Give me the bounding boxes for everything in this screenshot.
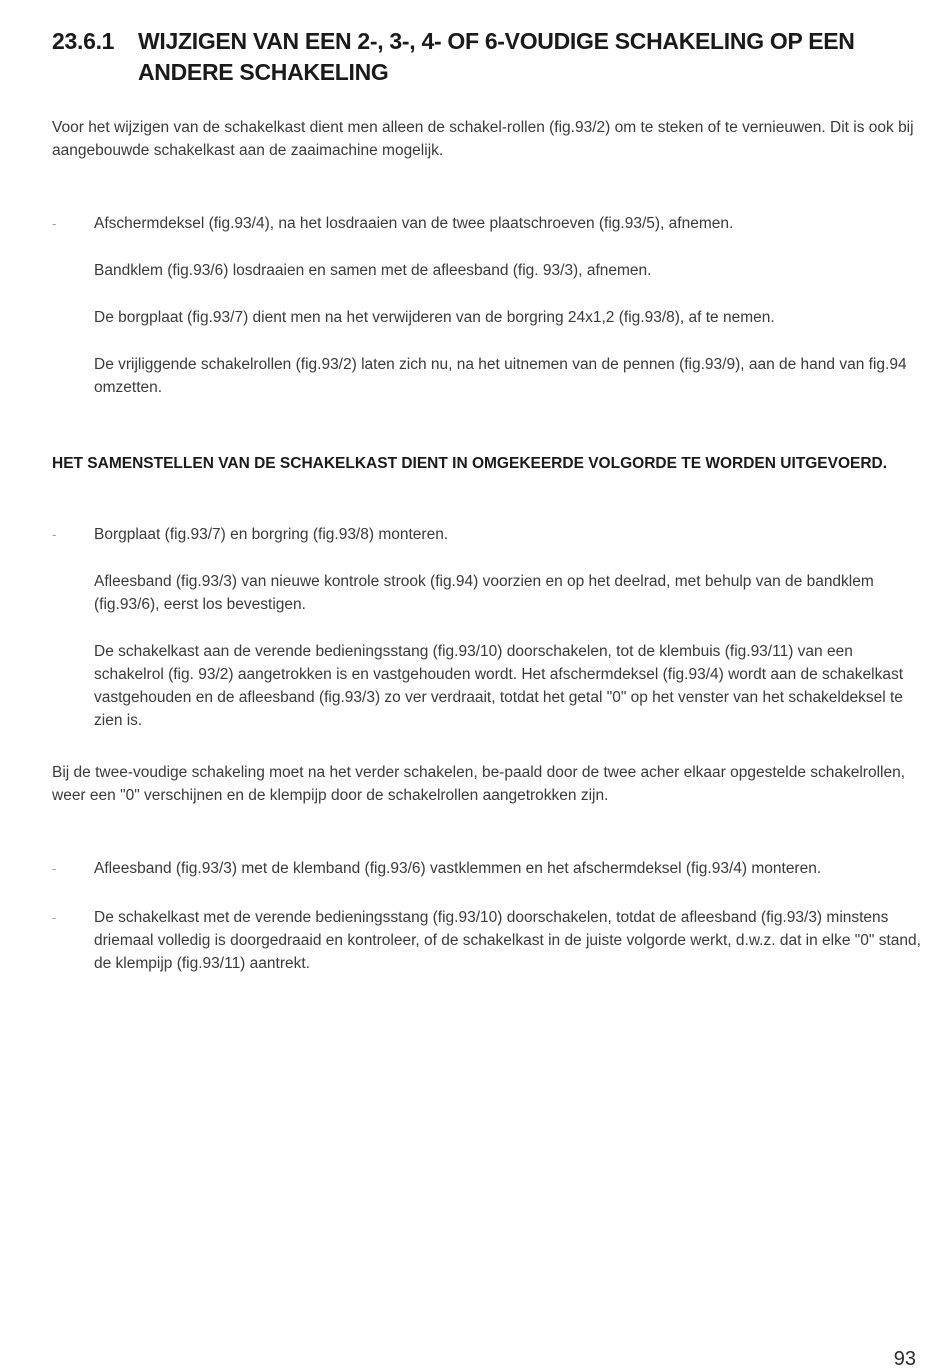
- section-title-line-2: ANDERE SCHAKELING: [138, 59, 389, 85]
- assembly-steps: [52, 523, 922, 756]
- section-heading: [52, 26, 932, 88]
- step-dash: -: [52, 527, 57, 542]
- step-text: De schakelkast met de verende bedieningsstang (fig.93/10) doorschakelen, totdat de afleesband (fig.93/3) minstens driemaal volledig is doorgedraaid en kontroleer, of de schakelkast in de juiste volgorde werkt, d.w.z. dat in elke "0" stand, de klempijp (fig.93/11) aantrekt.: [94, 909, 921, 972]
- step-dash: -: [52, 861, 57, 876]
- step-text: De borgplaat (fig.93/7) dient men na het verwijderen van de borgring 24x1,2 (fig.93/8), af te nemen.: [94, 309, 775, 326]
- final-steps: [52, 857, 922, 1001]
- step-item: [52, 212, 922, 235]
- step-text: De schakelkast aan de verende bedieningsstang (fig.93/10) doorschakelen, tot de klembuis (fig.93/11) van een schakelrol (fig. 93/2) aangetrokken is en vastgehouden wordt. Het afschermdeksel (fig.93/4) wordt aan de schakelkast vastgehouden en de afleesband (fig.93/3) zo ver verdraait, totdat het getal "0" op het venster van het schakeldeksel te zien is.: [94, 643, 904, 729]
- section-number: 23.6.1: [52, 28, 115, 54]
- step-item: [52, 570, 922, 616]
- step-text: Borgplaat (fig.93/7) en borgring (fig.93/8) monteren.: [94, 526, 449, 543]
- step-item: [52, 906, 922, 975]
- assembly-heading: HET SAMENSTELLEN VAN DE SCHAKELKAST DIENT IN OMGEKEERDE VOLGORDE TE WORDEN UITGEVOERD.: [52, 455, 888, 472]
- step-item: [52, 353, 922, 399]
- section-title-line-1: WIJZIGEN VAN EEN 2-, 3-, 4- OF 6-VOUDIGE SCHAKELING OP EEN: [138, 28, 855, 54]
- intro-paragraph: Voor het wijzigen van de schakelkast dient men alleen de schakel-rollen (fig.93/2) om te steken of te vernieuwen. Dit is ook bij aangebouwde schakelkast aan de zaaimachine mogelijk.: [52, 119, 914, 159]
- step-text: Afleesband (fig.93/3) met de klemband (fig.93/6) vastklemmen en het afschermdeksel (fig.93/4) monteren.: [94, 860, 822, 877]
- step-item: [52, 640, 922, 732]
- step-item: [52, 523, 922, 546]
- step-text: Afleesband (fig.93/3) van nieuwe kontrole strook (fig.94) voorzien en op het deelrad, met behulp van de bandklem (fig.93/6), eerst los bevestigen.: [94, 573, 874, 613]
- step-dash: -: [52, 216, 57, 231]
- step-item: [52, 306, 922, 329]
- step-dash: -: [52, 910, 57, 925]
- step-item: [52, 857, 922, 880]
- step-text: De vrijliggende schakelrollen (fig.93/2) laten zich nu, na het uitnemen van de pennen (fig.93/9), aan de hand van fig.94 omzetten.: [94, 356, 907, 396]
- step-item: [52, 259, 922, 282]
- step-text: Afschermdeksel (fig.93/4), na het losdraaien van de twee plaatschroeven (fig.93/5), afnemen.: [94, 215, 734, 232]
- two-fold-paragraph: Bij de twee-voudige schakeling moet na het verder schakelen, be-paald door de twee acher elkaar opgestelde schakelrollen, weer een "0" verschijnen en de klempijp door de schakelrollen aangetrokken zijn.: [52, 764, 906, 804]
- page-number: 93: [893, 1348, 916, 1370]
- disassembly-steps: [52, 212, 922, 423]
- step-text: Bandklem (fig.93/6) losdraaien en samen met de afleesband (fig. 93/3), afnemen.: [94, 262, 652, 279]
